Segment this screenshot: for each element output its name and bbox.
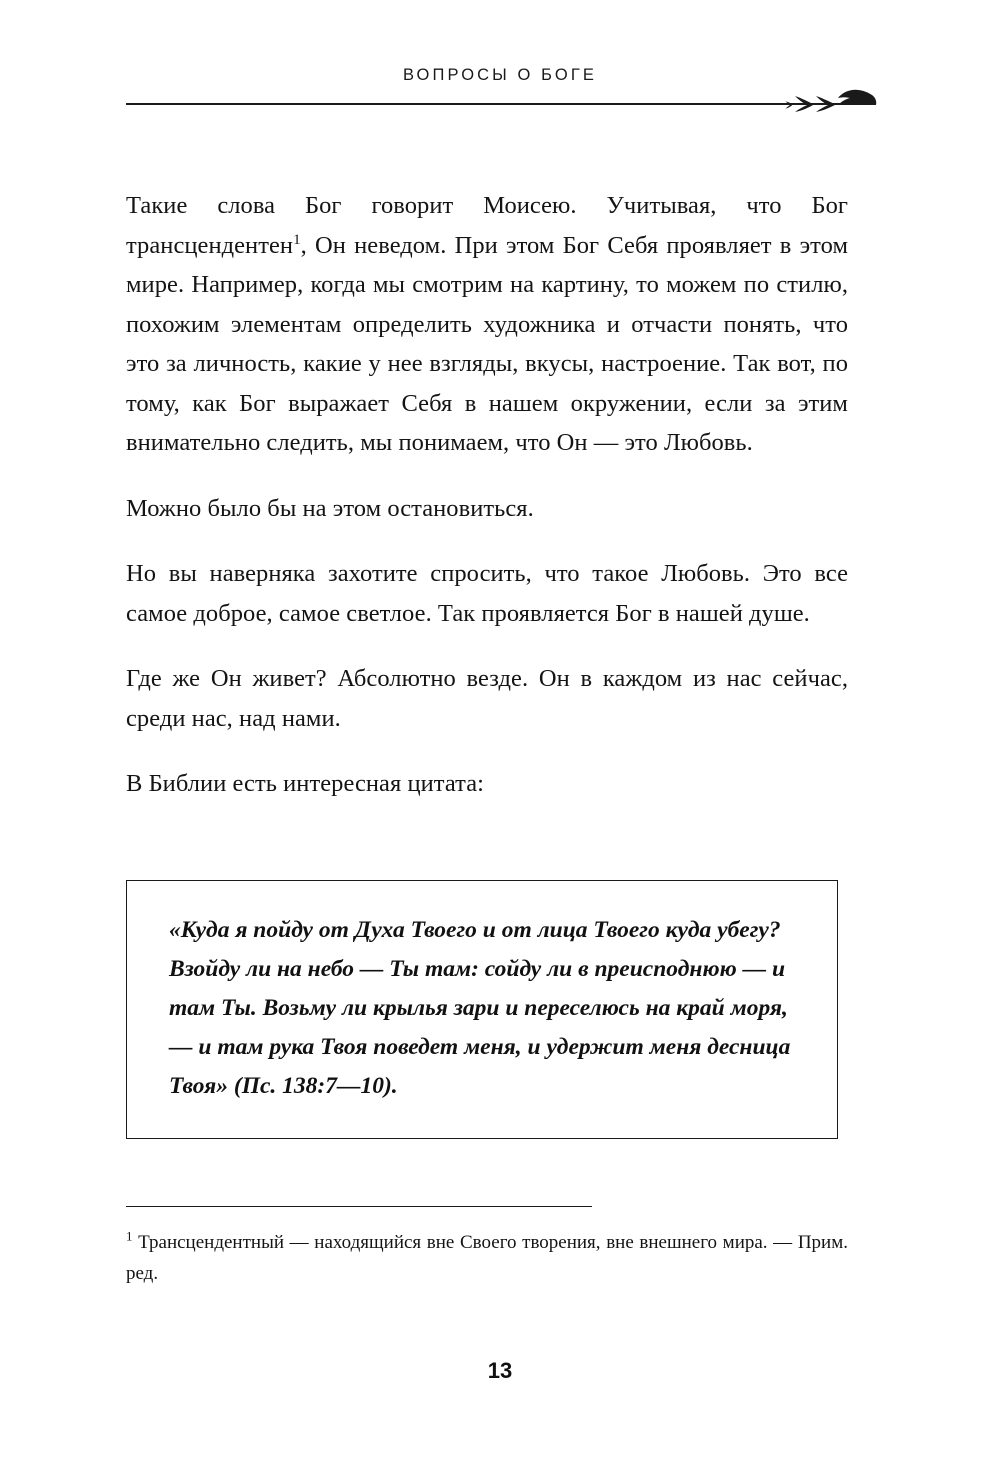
leaf-ornament-icon bbox=[784, 87, 880, 121]
body-content bbox=[126, 186, 848, 804]
paragraph-2: Можно было бы на этом остановиться. bbox=[126, 494, 534, 522]
quote-text: «Куда я пойду от Духа Твоего и от лица Твоего куда убегу? Взойду ли на небо — Ты там: сойду ли в преисподнюю — и там Ты. Возьму ли крылья зари и переселюсь на край моря, — и там рука Твоя поведет меня, и удержит меня десница Твоя» (Пс. 138:7—10). bbox=[169, 917, 791, 1099]
paragraph-5: В Библии есть интересная цитата: bbox=[126, 770, 484, 797]
footnote-divider bbox=[126, 1206, 592, 1207]
footnote-reference-1[interactable]: 1 bbox=[293, 231, 301, 248]
paragraph-1-text-a: Такие слова Бог говорит Моисею. Учитывая, что Бог трансцендентен bbox=[126, 192, 848, 259]
footnote-block bbox=[126, 1206, 848, 1289]
running-head-title: ВОПРОСЫ О БОГЕ bbox=[403, 66, 597, 84]
footnote-1 bbox=[126, 1227, 848, 1289]
page-number: 13 bbox=[487, 1358, 513, 1383]
footnote-text: Трансцендентный — находящийся вне Своего творения, вне внешнего мира. — Прим. ред. bbox=[126, 1232, 848, 1285]
paragraph-1 bbox=[126, 186, 848, 463]
paragraph-3: Но вы наверняка захотите спросить, что такое Любовь. Это все самое доброе, самое светлое. Так проявляется Бог в нашей душе. bbox=[126, 560, 848, 627]
page-header bbox=[126, 66, 874, 122]
header-divider bbox=[126, 103, 874, 105]
paragraph-4: Где же Он живет? Абсолютно везде. Он в каждом из нас сейчас, среди нас, над нами. bbox=[126, 665, 848, 732]
footnote-marker: 1 bbox=[126, 1229, 133, 1245]
quote-box bbox=[126, 880, 838, 1139]
paragraph-1-text-b: , Он неведом. При этом Бог Себя проявляет в этом мире. Например, когда мы смотрим на картину, то можем по стилю, похожим элементам определить художника и отчасти понять, что это за личность, какие у нее взгляды, вкусы, настроение. Так вот, по тому, как Бог выражает Себя в нашем окружении, если за этим внимательно следить, мы понимаем, что Он — это Любовь. bbox=[126, 231, 848, 456]
